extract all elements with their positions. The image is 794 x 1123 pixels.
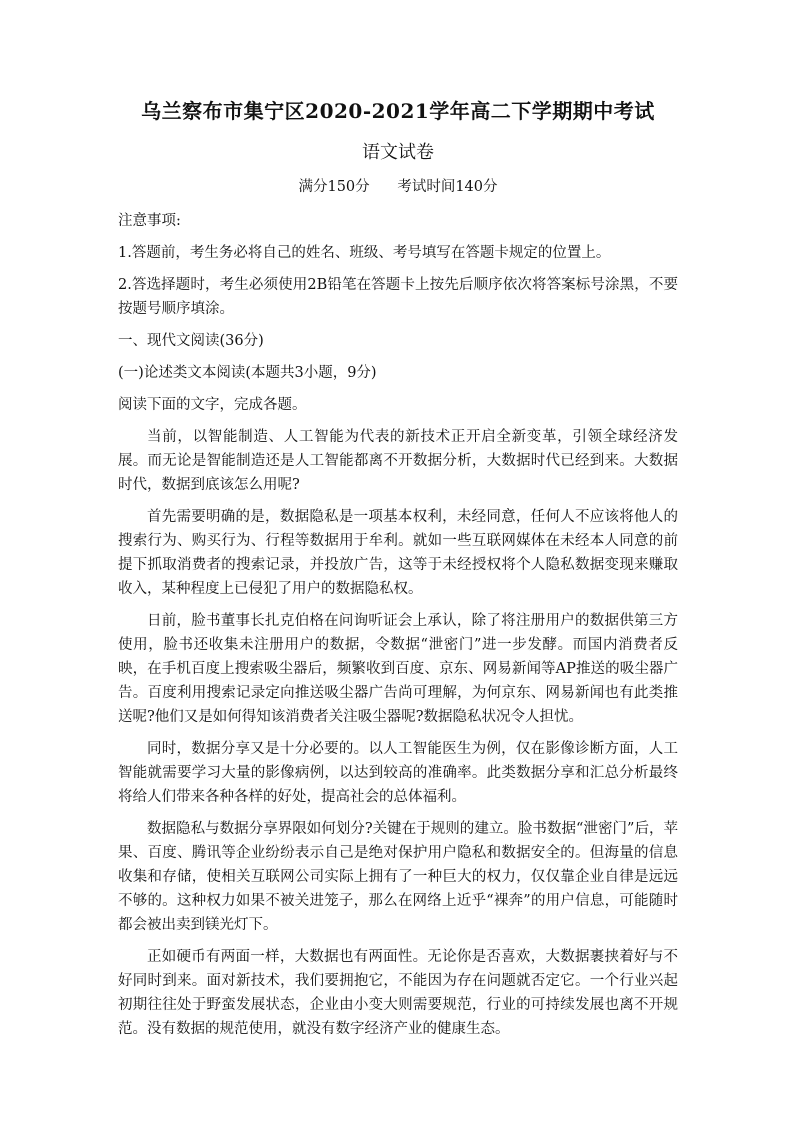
passage-paragraph: 日前，脸书董事长扎克伯格在问询听证会上承认，除了将注册用户的数据供第三方使用，脸书还收集未注册用户的数据，令数据“泄密门”进一步发酵。而国内消费者反映，在手机百度上搜索吸尘器后，频繁收到百度、京东、网易新闻等AP推送的吸尘器广告。百度利用搜索记录定向推送吸尘器广告尚可理解，为何京东、网易新闻也有此类推送呢?他们又是如何得知该消费者关注吸尘器呢?数据隐私状况令人担忧。 xyxy=(118,613,678,725)
note-item: 1.答题前，考生务必将自己的姓名、班级、考号填写在答题卡规定的位置上。 xyxy=(118,245,611,261)
sub-section-heading: (一)论述类文本阅读(本题共3小题，9分) xyxy=(118,365,377,381)
score-and-time: 满分150分 考试时间140分 xyxy=(298,179,498,195)
passage-paragraph: 正如硬币有两面一样，大数据也有两面性。无论你是否喜欢，大数据裹挟着好与不好同时到来。面对新技术，我们要拥抱它，不能因为存在问题就否定它。一个行业兴起初期往往处于野蛮发展状态，企业由小变大则需要规范，行业的可持续发展也离不开规范。没有数据的规范使用，就没有数字经济产业的健康生态。 xyxy=(118,949,678,1037)
exam-title: 乌兰察布市集宁区2020-2021学年高二下学期期中考试 xyxy=(141,99,655,123)
passage-paragraph: 首先需要明确的是，数据隐私是一项基本权利，未经同意，任何人不应该将他人的搜索行为、购买行为、行程等数据用于牟利。就如一些互联网媒体在未经本人同意的前提下抓取消费者的搜索记录，并投放广告，这等于未经授权将个人隐私数据变现来赚取收入，某种程度上已侵犯了用户的数据隐私权。 xyxy=(118,509,678,597)
exam-body xyxy=(118,209,678,1049)
reading-instruction: 阅读下面的文字，完成各题。 xyxy=(118,397,307,413)
passage-paragraph: 同时，数据分享又是十分必要的。以人工智能医生为例，仅在影像诊断方面，人工智能就需要学习大量的影像病例，以达到较高的准确率。此类数据分享和汇总分析最终将给人们带来各种各样的好处，提高社会的总体福利。 xyxy=(118,741,678,805)
section-heading: 一、现代文阅读(36分) xyxy=(118,333,264,349)
note-item: 2.答选择题时，考生必须使用2B铅笔在答题卡上按先后顺序依次将答案标号涂黑，不要按题号顺序填涂。 xyxy=(118,277,678,317)
passage-paragraph: 数据隐私与数据分享界限如何划分?关键在于规则的建立。脸书数据“泄密门”后，苹果、百度、腾讯等企业纷纷表示自己是绝对保护用户隐私和数据安全的。但海量的信息收集和存储，使相关互联网公司实际上拥有了一种巨大的权力，仅仅靠企业自律是远远不够的。这种权力如果不被关进笼子，那么在网络上近乎“裸奔”的用户信息，可能随时都会被出卖到镁光灯下。 xyxy=(118,821,678,933)
exam-subject: 语文试卷 xyxy=(362,142,434,163)
passage-paragraph: 当前，以智能制造、人工智能为代表的新技术正开启全新变革，引领全球经济发展。而无论是智能制造还是人工智能都离不开数据分析，大数据时代已经到来。大数据时代，数据到底该怎么用呢? xyxy=(118,429,678,493)
notes-heading: 注意事项: xyxy=(118,213,181,229)
